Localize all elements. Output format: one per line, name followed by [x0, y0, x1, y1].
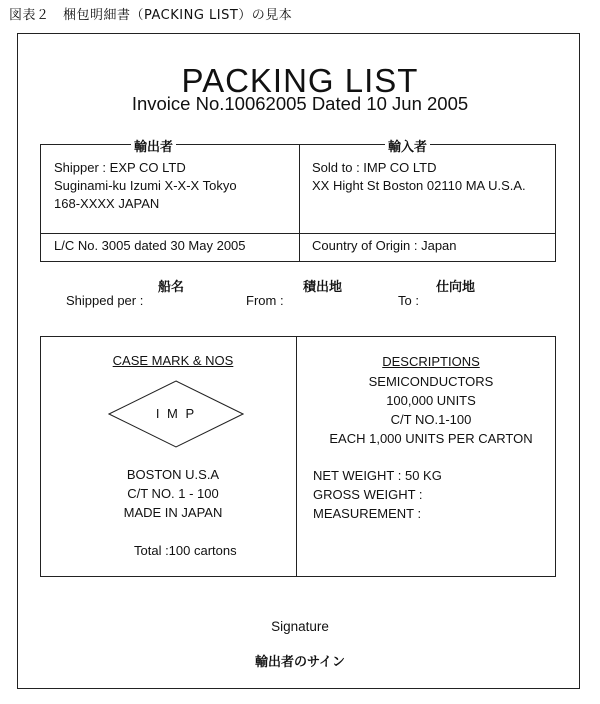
- description-carton-range: C/T NO.1-100: [390, 412, 472, 427]
- to-label-jp: 仕向地: [436, 280, 476, 295]
- to-label: To :: [398, 293, 419, 308]
- case-mark-lines: [40, 465, 306, 522]
- sold-to-name: Sold to : IMP CO LTD: [312, 160, 437, 175]
- case-mark-origin: MADE IN JAPAN: [123, 505, 223, 520]
- country-of-origin: Country of Origin : Japan: [312, 238, 457, 253]
- measurement: MEASUREMENT :: [313, 506, 422, 521]
- invoice-line: Invoice No.10062005 Dated 10 Jun 2005: [131, 93, 469, 114]
- net-weight: NET WEIGHT : 50 KG: [313, 468, 442, 483]
- from-label-jp: 積出地: [303, 280, 343, 295]
- party-divider-vertical: [299, 145, 300, 261]
- shipper-address: Suginami-ku Izumi X-X-X Tokyo: [54, 178, 237, 193]
- sold-to-address: XX Hight St Boston 02110 MA U.S.A.: [312, 178, 526, 193]
- shipper-name: Shipper : EXP CO LTD: [54, 160, 186, 175]
- signature-label-jp: 輸出者のサイン: [254, 655, 346, 670]
- description-lines: [296, 372, 566, 448]
- importer-address: [312, 159, 526, 195]
- lc-number: L/C No. 3005 dated 30 May 2005: [54, 238, 246, 253]
- shipped-per-label: Shipped per :: [66, 293, 144, 308]
- exporter-legend: 輸出者: [131, 136, 176, 155]
- descriptions-heading: DESCRIPTIONS: [382, 354, 480, 369]
- shipper-postcode: 168-XXXX JAPAN: [54, 196, 160, 211]
- party-divider-horizontal: [41, 233, 555, 234]
- case-mark-carton-range: C/T NO. 1 - 100: [127, 486, 219, 501]
- description-packing: EACH 1,000 UNITS PER CARTON: [329, 431, 533, 446]
- importer-legend: 輸入者: [385, 136, 430, 155]
- figure-caption: 図表２ 梱包明細書（PACKING LIST）の見本: [9, 8, 293, 23]
- description-item: SEMICONDUCTORS: [368, 374, 494, 389]
- signature-label: Signature: [271, 619, 329, 634]
- gross-weight: GROSS WEIGHT :: [313, 487, 423, 502]
- from-label: From :: [246, 293, 284, 308]
- case-mark-destination: BOSTON U.S.A: [126, 467, 220, 482]
- case-mark-total: Total :100 cartons: [134, 543, 237, 558]
- diamond-mark-text: I M P: [155, 406, 197, 421]
- description-quantity: 100,000 UNITS: [386, 393, 476, 408]
- document-title: PACKING LIST: [181, 62, 419, 99]
- weight-lines: [313, 466, 442, 523]
- exporter-address: [54, 159, 237, 213]
- vessel-label-jp: 船名: [158, 280, 185, 295]
- case-mark-heading: CASE MARK & NOS: [112, 353, 234, 368]
